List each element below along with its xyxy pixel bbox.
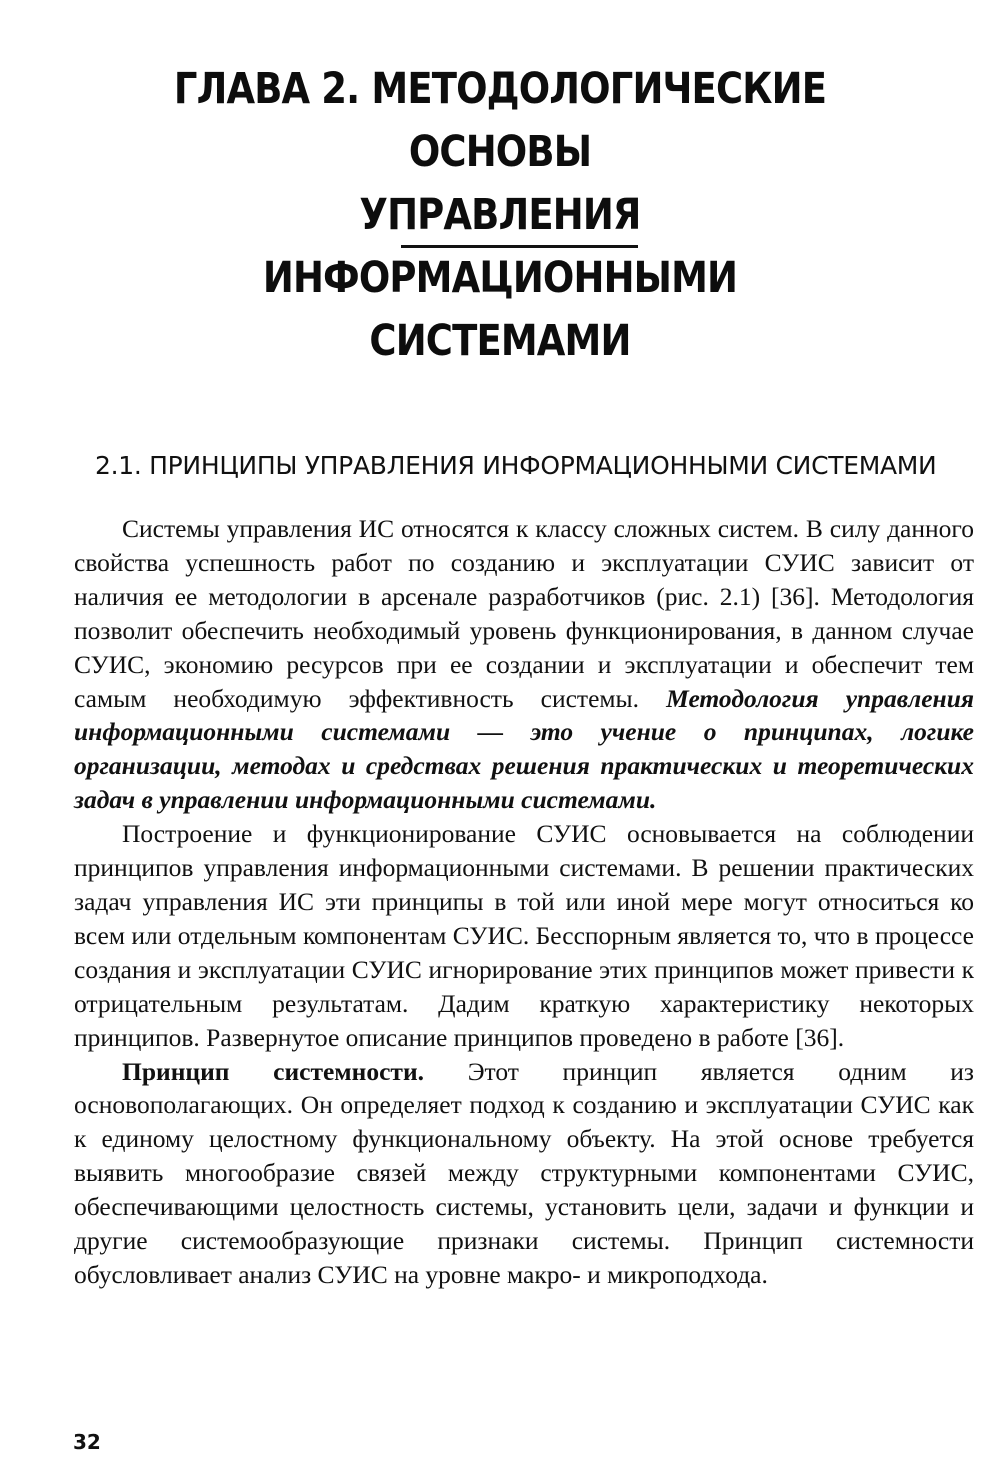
paragraph-2-text: Построение и функционирование СУИС основывается на соблюдении принципов управления информационными системами. В решении практических задач управления ИС эти принципы в той или иной мере могут относиться ко всем или отдельным компонентам СУИС. Бесспорным является то, что в процессе создания и эксплуатации СУИС игнорирование этих принципов может привести к отрицательным результатам. Дадим краткую характеристику некоторых принципов. Развернутое описание принципов проведено в работе [36]. xyxy=(74,819,974,1052)
paragraph-1-text: Системы управления ИС относятся к классу сложных систем. В силу данного свойства успешность работ по созданию и эксплуатации СУИС зависит от наличия ее методологии в арсенале разработчиков (рис. 2.1) [36]. Методология позволит обеспечить необходимый уровень функционирования, в данном случае СУИС, экономию ресурсов при ее создании и эксплуатации и обеспечит тем самым необходимую эффективность системы. xyxy=(74,514,974,713)
paragraph-3-text: Этот принцип является одним из основополагающих. Он определяет подход к созданию и эксплуатации СУИС как к единому целостному функциональному объекту. На этой основе требуется выявить многообразие связей между структурными компонентами СУИС, обеспечивающими целостность системы, установить цели, задачи и функции и другие системообразующие признаки системы. Принцип системности обусловливает анализ СУИС на уровне макро- и микроподхода. xyxy=(74,1056,974,1289)
chapter-title-line-3: СИСТЕМАМИ xyxy=(369,316,631,366)
chapter-title-line-1: ГЛАВА 2. МЕТОДОЛОГИЧЕСКИЕ ОСНОВЫ xyxy=(173,64,827,177)
body-text xyxy=(74,512,974,1292)
paragraph-3 xyxy=(74,1055,974,1292)
chapter-title xyxy=(156,58,844,373)
principle-heading: Принцип системности. xyxy=(122,1056,425,1086)
chapter-title-underline xyxy=(401,245,638,248)
chapter-title-line-2: УПРАВЛЕНИЯ ИНФОРМАЦИОННЫМИ xyxy=(262,190,738,303)
paragraph-2 xyxy=(74,817,974,1054)
page-number: 32 xyxy=(73,1430,101,1454)
methodology-definition: Методология управления информационными системами — это учение о принципах, логике организации, методах и средствах решения практических и теоретических задач в управлении информационными системами. xyxy=(74,683,975,815)
section-title: 2.1. ПРИНЦИПЫ УПРАВЛЕНИЯ ИНФОРМАЦИОННЫМИ СИСТЕМАМИ xyxy=(95,451,937,480)
paragraph-1 xyxy=(74,512,974,817)
